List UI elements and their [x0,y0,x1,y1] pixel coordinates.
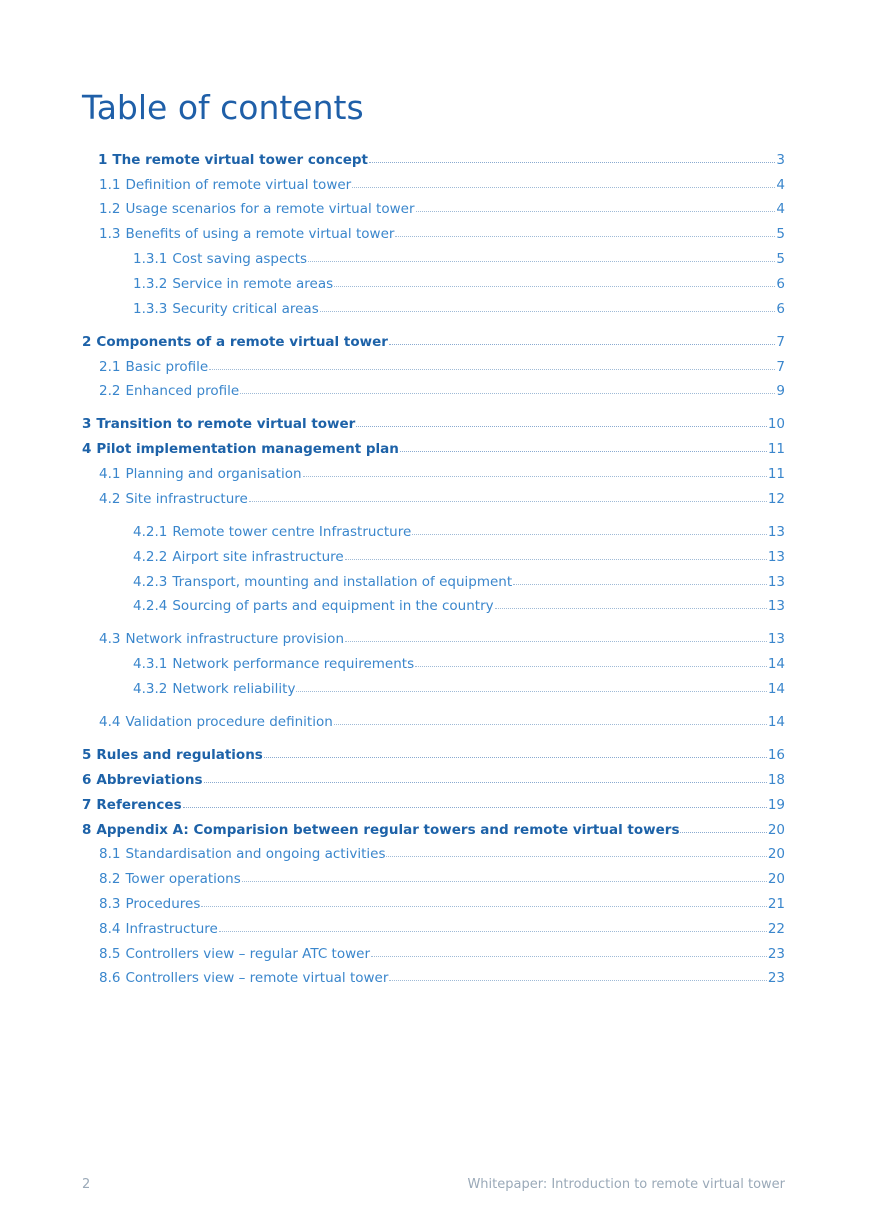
toc-entry-number: 4.2.4 [133,598,168,614]
toc-entry[interactable] [133,597,785,615]
toc-entry-page: 4 [776,177,785,193]
toc-entry-page: 22 [767,921,785,937]
toc-entry-number: 7 [82,797,92,813]
toc-entry-number: 4.2.3 [133,574,168,590]
toc-entry[interactable] [99,630,785,648]
toc-dot-leader [264,757,767,758]
toc-entry[interactable] [99,945,785,963]
toc-dot-leader [334,724,767,725]
toc-entry-page: 5 [776,251,785,267]
toc-entry-page: 4 [776,201,785,217]
toc-entry-page: 13 [767,631,785,647]
toc-entry-number: 8.6 [99,970,121,986]
toc-dot-leader [412,534,767,535]
toc-entry[interactable] [99,845,785,863]
toc-entry-page: 5 [776,226,785,242]
toc-dot-leader [352,187,775,188]
toc-dot-leader [495,608,767,609]
toc-entry-number: 1.3.2 [133,276,168,292]
toc-entry-page: 23 [767,946,785,962]
toc-entry-title: Airport site infrastructure [172,549,344,565]
toc-dot-leader [240,393,775,394]
toc-dot-leader [308,261,775,262]
toc-dot-leader [320,311,776,312]
toc-entry-page: 7 [776,334,785,350]
toc-dot-leader [219,931,767,932]
toc-dot-leader [386,856,766,857]
toc-entry[interactable] [99,713,785,731]
toc-entry-page: 20 [767,822,785,838]
toc-entry-number: 8 [82,822,92,838]
toc-entry-title: Appendix A: Comparision between regular towers and remote virtual towers [96,822,680,838]
toc-entry[interactable] [82,746,785,764]
toc-dot-leader [513,584,767,585]
toc-entry-page: 14 [767,656,785,672]
toc-dot-leader [680,832,766,833]
toc-dot-leader [183,807,767,808]
toc-entry-number: 3 [82,416,92,432]
toc-entry-title: Controllers view – regular ATC tower [125,946,370,962]
toc-entry-title: Network reliability [172,681,296,697]
toc-entry-title: Procedures [125,896,201,912]
toc-entry-number: 1.1 [99,177,121,193]
toc-entry-title: Rules and regulations [96,747,263,763]
toc-dot-leader [249,501,767,502]
toc-entry-number: 2.2 [99,383,121,399]
toc-entry[interactable] [99,200,785,218]
toc-entry[interactable] [133,655,785,673]
toc-entry-title: Usage scenarios for a remote virtual tower [125,201,415,217]
toc-entry-number: 4.1 [99,466,121,482]
toc-dot-leader [345,641,767,642]
toc-entry-number: 2.1 [99,359,121,375]
toc-dot-leader [204,782,767,783]
toc-entry[interactable] [133,548,785,566]
toc-entry-page: 7 [776,359,785,375]
toc-entry-page: 3 [776,152,785,168]
toc-entry-page: 20 [767,846,785,862]
toc-entry-title: Basic profile [125,359,209,375]
toc-entry-page: 21 [767,896,785,912]
toc-dot-leader [242,881,767,882]
toc-entry-page: 9 [776,383,785,399]
toc-entry[interactable] [99,895,785,913]
toc-entry-page: 20 [767,871,785,887]
toc-entry-page: 14 [767,681,785,697]
toc-entry-page: 12 [767,491,785,507]
page-title: Table of contents [82,88,364,127]
toc-dot-leader [416,211,776,212]
toc-entry-title: Controllers view – remote virtual tower [125,970,389,986]
toc-entry-number: 4.2 [99,491,121,507]
toc-entry-title: Definition of remote virtual tower [125,177,352,193]
toc-entry[interactable] [99,870,785,888]
toc-entry-title: Network infrastructure provision [125,631,345,647]
toc-entry-title: Security critical areas [172,301,319,317]
toc-entry[interactable] [133,573,785,591]
toc-entry-page: 16 [767,747,785,763]
toc-entry[interactable] [98,151,785,169]
toc-dot-leader [371,956,767,957]
toc-entry-title: Pilot implementation management plan [96,441,399,457]
toc-entry[interactable] [133,275,785,293]
toc-entry-number: 5 [82,747,92,763]
toc-entry[interactable] [82,821,785,839]
toc-entry-page: 11 [767,466,785,482]
toc-dot-leader [395,236,775,237]
toc-entry-title: References [96,797,182,813]
toc-entry-title: Abbreviations [96,772,203,788]
footer-document-title: Whitepaper: Introduction to remote virtual tower [467,1177,785,1192]
toc-entry-page: 14 [767,714,785,730]
toc-entry-title: Network performance requirements [172,656,415,672]
toc-entry[interactable] [99,969,785,987]
toc-entry[interactable] [82,333,785,351]
toc-entry-number: 1 [98,152,108,168]
toc-entry[interactable] [99,176,785,194]
toc-entry-title: Infrastructure [125,921,218,937]
toc-entry-page: 6 [776,301,785,317]
toc-entry[interactable] [82,415,785,433]
toc-entry-number: 1.3.3 [133,301,168,317]
toc-entry-number: 1.2 [99,201,121,217]
toc-dot-leader [345,559,767,560]
toc-entry-number: 8.5 [99,946,121,962]
toc-entry-title: Cost saving aspects [172,251,308,267]
toc-dot-leader [415,666,767,667]
toc-entry-title: Enhanced profile [125,383,240,399]
toc-entry-number: 4.4 [99,714,121,730]
toc-entry-number: 8.1 [99,846,121,862]
toc-entry-page: 13 [767,524,785,540]
toc-entry-page: 18 [767,772,785,788]
toc-entry-title: Transport, mounting and installation of equipment [172,574,513,590]
toc-entry-title: Transition to remote virtual tower [96,416,356,432]
toc-entry-title: Tower operations [125,871,241,887]
toc-entry[interactable] [99,225,785,243]
toc-entry[interactable] [99,358,785,376]
toc-entry[interactable] [99,382,785,400]
toc-entry[interactable] [99,920,785,938]
toc-entry-number: 1.3.1 [133,251,168,267]
toc-entry-page: 10 [767,416,785,432]
toc-entry-page: 19 [767,797,785,813]
toc-entry[interactable] [133,523,785,541]
toc-dot-leader [334,286,775,287]
toc-dot-leader [356,426,766,427]
toc-dot-leader [369,162,775,163]
toc-entry-page: 13 [767,574,785,590]
toc-entry-title: Components of a remote virtual tower [96,334,388,350]
toc-entry[interactable] [133,250,785,268]
toc-entry-number: 4.3.1 [133,656,168,672]
toc-entry-page: 13 [767,549,785,565]
toc-entry-number: 4.2.1 [133,524,168,540]
toc-entry-number: 4.3 [99,631,121,647]
toc-entry[interactable] [99,490,785,508]
toc-dot-leader [303,476,767,477]
footer-page-number: 2 [82,1177,91,1192]
toc-entry[interactable] [82,771,785,789]
toc-entry-number: 4.2.2 [133,549,168,565]
toc-entry-title: Standardisation and ongoing activities [125,846,386,862]
toc-entry-number: 8.3 [99,896,121,912]
toc-entry-number: 1.3 [99,226,121,242]
toc-entry-number: 2 [82,334,92,350]
toc-entry-title: Validation procedure definition [125,714,333,730]
toc-entry[interactable] [133,300,785,318]
toc-entry[interactable] [82,440,785,458]
toc-entry-page: 13 [767,598,785,614]
toc-dot-leader [389,980,766,981]
toc-entry-number: 4.3.2 [133,681,168,697]
toc-entry-title: Planning and organisation [125,466,302,482]
toc-entry[interactable] [133,680,785,698]
toc-entry-title: Benefits of using a remote virtual tower [125,226,395,242]
toc-entry-number: 6 [82,772,92,788]
toc-dot-leader [296,691,766,692]
toc-entry-number: 8.2 [99,871,121,887]
toc-dot-leader [389,344,776,345]
toc-dot-leader [201,906,766,907]
toc-entry-title: Sourcing of parts and equipment in the country [172,598,494,614]
toc-entry-page: 11 [767,441,785,457]
toc-entry-title: Remote tower centre Infrastructure [172,524,412,540]
toc-entry-page: 6 [776,276,785,292]
toc-dot-leader [400,451,767,452]
toc-entry-page: 23 [767,970,785,986]
toc-entry[interactable] [99,465,785,483]
toc-entry-title: The remote virtual tower concept [112,152,369,168]
toc-entry-number: 4 [82,441,92,457]
toc-dot-leader [209,369,775,370]
toc-entry[interactable] [82,796,785,814]
toc-entry-number: 8.4 [99,921,121,937]
toc-entry-title: Site infrastructure [125,491,248,507]
toc-entry-title: Service in remote areas [172,276,334,292]
